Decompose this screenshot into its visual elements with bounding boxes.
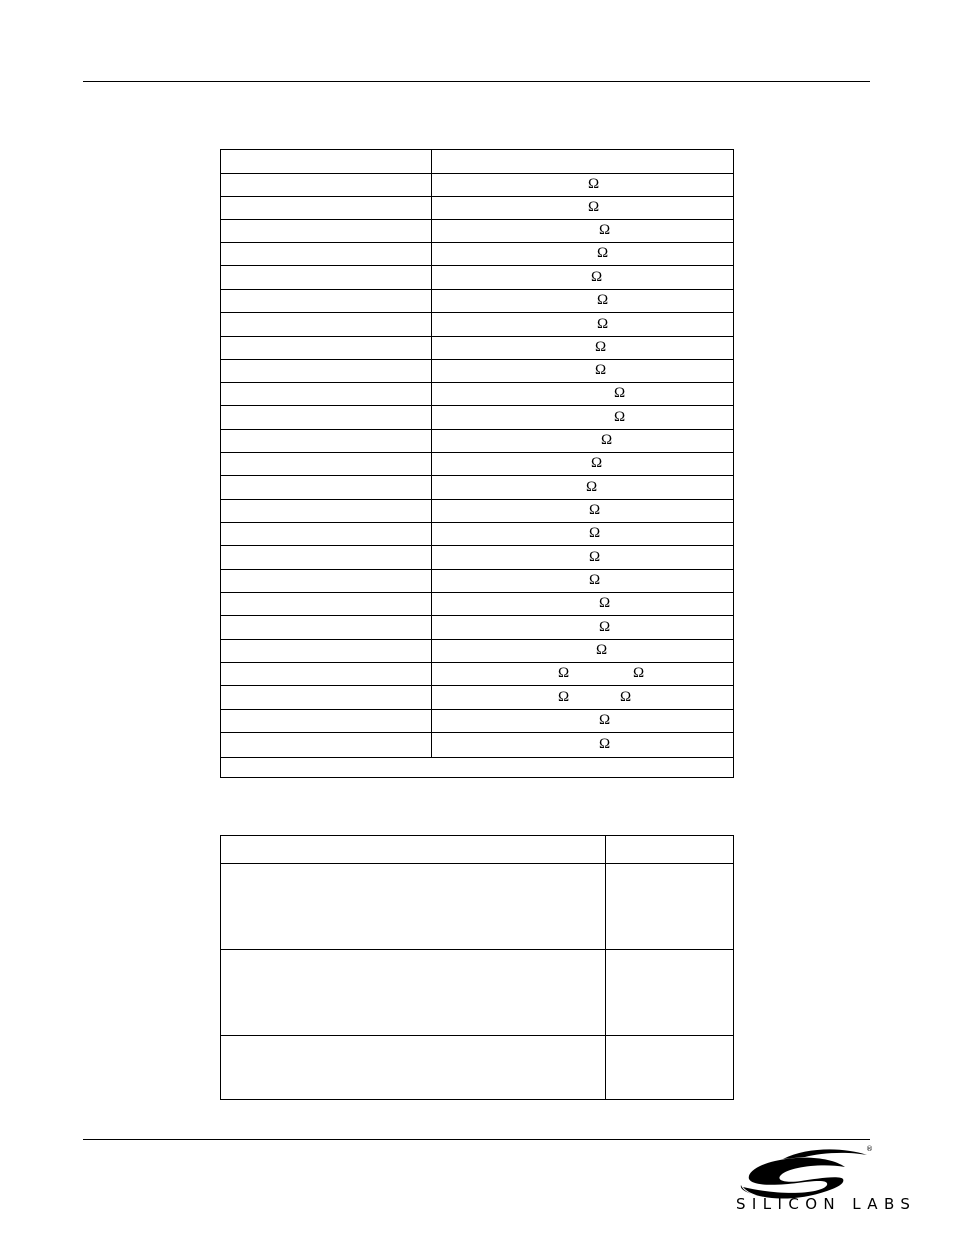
table-row [221,710,733,733]
footer-rule [83,1139,870,1140]
ohm-symbol: Ω [597,316,609,332]
header-rule [83,81,870,82]
ohm-symbol: Ω [599,712,611,728]
table-row [221,407,733,430]
table-row [221,593,733,616]
row-separator [221,1035,733,1036]
ohm-symbol: Ω [614,409,626,425]
ohm-symbol: Ω [596,642,608,658]
description-table [220,835,734,1100]
table-row [221,570,733,593]
table-row [221,243,733,266]
ohm-symbol: Ω [589,502,601,518]
ohm-symbol: Ω [620,689,632,705]
ohm-symbol: Ω [614,385,626,401]
table-row [221,640,733,663]
ohm-symbol: Ω [599,222,611,238]
table-row [221,267,733,290]
logo-wordmark: SILICON LABS [736,1195,917,1213]
ohm-symbol: Ω [591,455,603,471]
table-row [221,453,733,476]
table-row [221,733,733,758]
ohm-symbol: Ω [586,479,598,495]
table-row [221,383,733,406]
ohm-symbol: Ω [601,432,613,448]
ohm-symbol: Ω [588,176,600,192]
ohm-symbol: Ω [599,619,611,635]
table-row [221,220,733,243]
resistor-table [220,149,734,778]
registered-mark: ® [866,1145,873,1153]
ohm-symbol: Ω [599,736,611,752]
ohm-symbol: Ω [558,689,570,705]
table-row [221,360,733,383]
ohm-symbol: Ω [597,292,609,308]
table-footnote-row [221,758,733,777]
ohm-symbol: Ω [589,525,601,541]
ohm-symbol: Ω [633,665,645,681]
table-row [221,197,733,220]
table-row [221,663,733,686]
table-row [221,500,733,523]
table-row [221,314,733,337]
header-separator [221,863,733,864]
column-divider [605,836,606,1099]
row-separator [221,949,733,950]
table-row [221,617,733,640]
ohm-symbol: Ω [595,362,607,378]
table-row [221,290,733,313]
table-row [221,523,733,546]
table-row [221,547,733,570]
table-row [221,430,733,453]
table-row [221,337,733,360]
table-row [221,477,733,500]
ohm-symbol: Ω [589,549,601,565]
ohm-symbol: Ω [588,199,600,215]
ohm-symbol: Ω [591,269,603,285]
ohm-symbol: Ω [595,339,607,355]
table-row [221,174,733,197]
ohm-symbol: Ω [589,572,601,588]
ohm-symbol: Ω [597,245,609,261]
table-header-row [221,150,733,174]
table-row [221,687,733,710]
ohm-symbol: Ω [599,595,611,611]
ohm-symbol: Ω [558,665,570,681]
